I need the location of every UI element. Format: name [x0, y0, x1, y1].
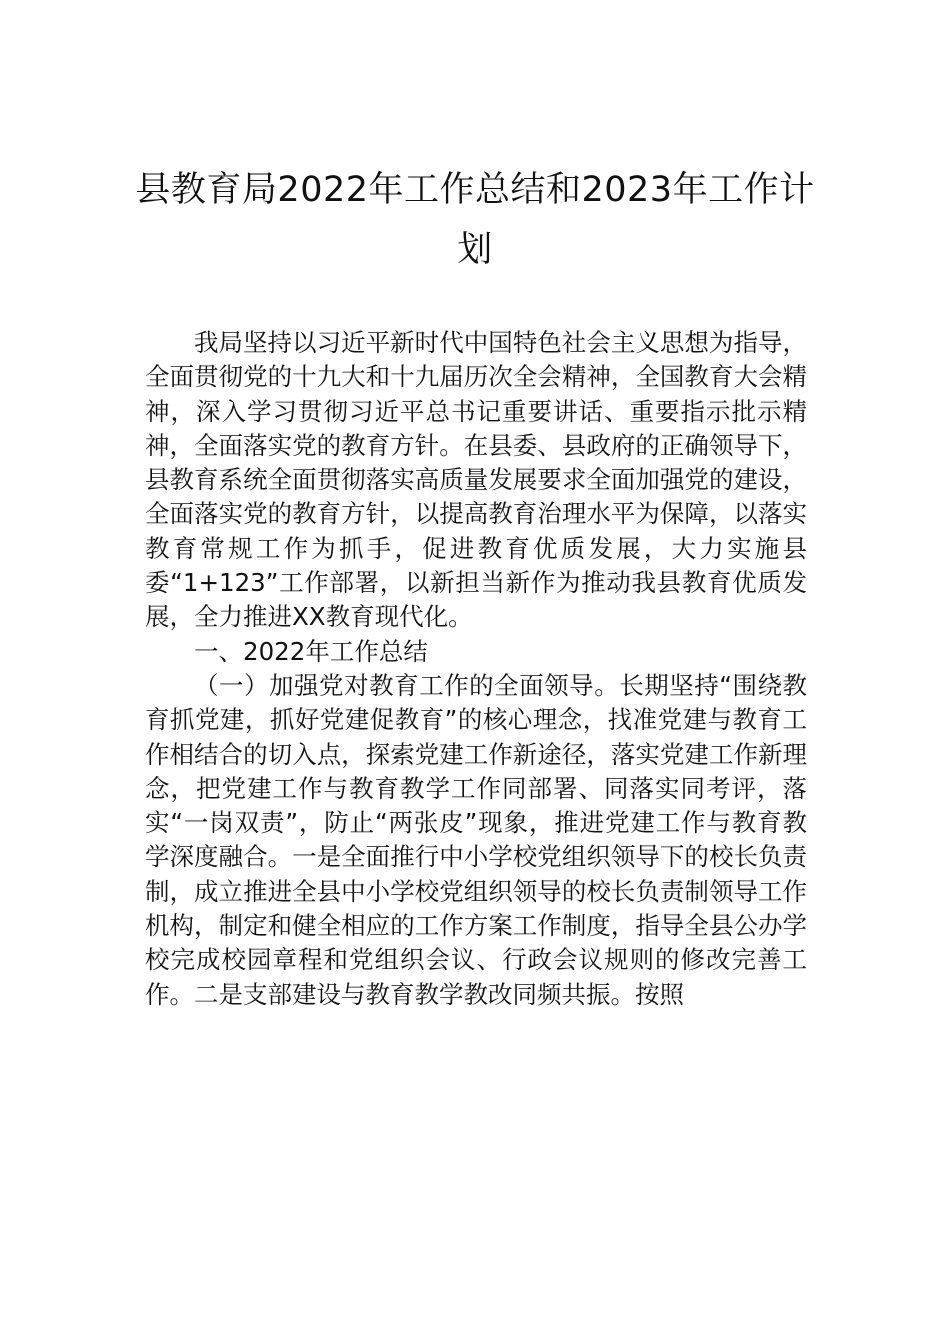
section-heading: 一、2022年工作总结: [194, 636, 428, 666]
document-title: 县教育局2022年工作总结和2023年工作计划: [135, 170, 815, 270]
subsection-paragraph: （一）加强党对教育工作的全面领导。长期坚持“围绕教育抓党建，抓好党建促教育”的核心理念，找准党建与教育工作相结合的切入点，探索党建工作新途径，落实党建工作新理念，把党建工作与教育教学工作同部署、同落实同考评，落实“一岗双责”，防止“两张皮”现象，推进党建工作与教育教学深度融合。一是全面推行中小学校党组织领导下的校长负责制，成立推进全县中小学校党组织领导的校长负责制领导工作机构，制定和健全相应的工作方案工作制度，指导全县公办学校完成校园章程和党组织会议、行政会议规则的修改完善工作。二是支部建设与教育教学教改同频共振。按照: [145, 670, 807, 1009]
document-body: [145, 326, 807, 1012]
intro-paragraph: 我局坚持以习近平新时代中国特色社会主义思想为指导，全面贯彻党的十九大和十九届历次全会精神，全国教育大会精神，深入学习贯彻习近平总书记重要讲话、重要指示批示精神，全面落实党的教育方针。在县委、县政府的正确领导下，县教育系统全面贯彻落实高质量发展要求全面加强党的建设，全面落实党的教育方针，以提高教育治理水平为保障，以落实教育常规工作为抓手，促进教育优质发展，大力实施县委“1+123”工作部署，以新担当新作为推动我县教育优质发展，全力推进XX教育现代化。: [145, 328, 807, 632]
